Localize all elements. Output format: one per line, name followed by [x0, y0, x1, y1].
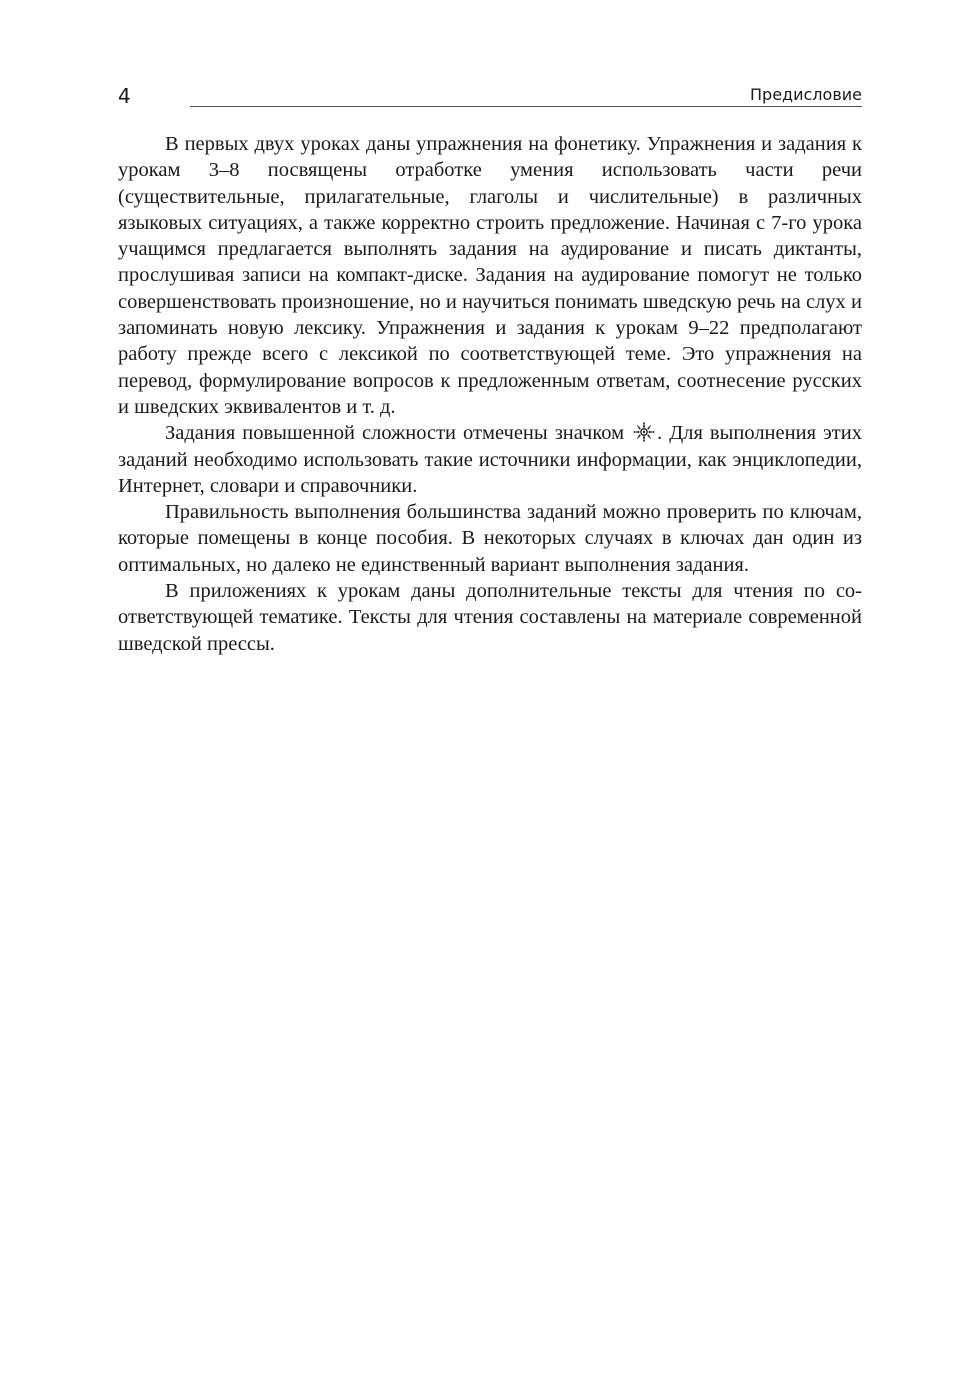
- paragraph-2: [118, 420, 862, 499]
- paragraph-2-text-before: Задания повышенной сложности отмечены значком: [165, 422, 632, 445]
- header-rule: [190, 106, 862, 107]
- page-header: [118, 82, 862, 112]
- paragraph-1: В первых двух уроках даны упражнения на фонетику. Упражнения и задания к урокам 3–8 посвящены отработке умения использовать части речи (существительные, прилагательные, глаголы и числительные) в различных языковых ситуациях, а также корректно строить предложение. Начиная с 7-го урока учащимся предлагается выполнять задания на аудирование и писать диктанты, прослушивая записи на компакт-диске. Задания на аудирование помогут не только совершенствовать произношение, но и научиться понимать шведскую речь на слух и запоминать новую лексику. Упражнения и задания к урокам 9–22 предполагают работу прежде всего с лексикой по соответствующей теме. Это упражнения на перевод, формулирование вопросов к предложенным ответам, соотнесение русских и шведских эквивалентов и т. д.: [118, 133, 862, 418]
- running-head-title: Предисловие: [750, 85, 862, 104]
- paragraph-2-text-after: . Для выполнения этих заданий необходимо использовать такие источники информации, как энциклопедии, Интернет, словари и справочники.: [118, 422, 862, 497]
- paragraph-3: Правильность выполнения большинства заданий можно проверить по ключам, которые помещены в конце пособия. В некоторых случаях в ключах дан один из оптимальных, но далеко не единственный вариант выполнения задания.: [118, 501, 862, 576]
- paragraph-4: В приложениях к урокам даны дополнительные тексты для чтения по соответствующей тематике. Тексты для чтения составлены на материале современной шведской прессы.: [118, 580, 862, 655]
- page-number: 4: [118, 84, 131, 108]
- body-text: [118, 131, 862, 657]
- ornament-star-icon: [632, 421, 656, 443]
